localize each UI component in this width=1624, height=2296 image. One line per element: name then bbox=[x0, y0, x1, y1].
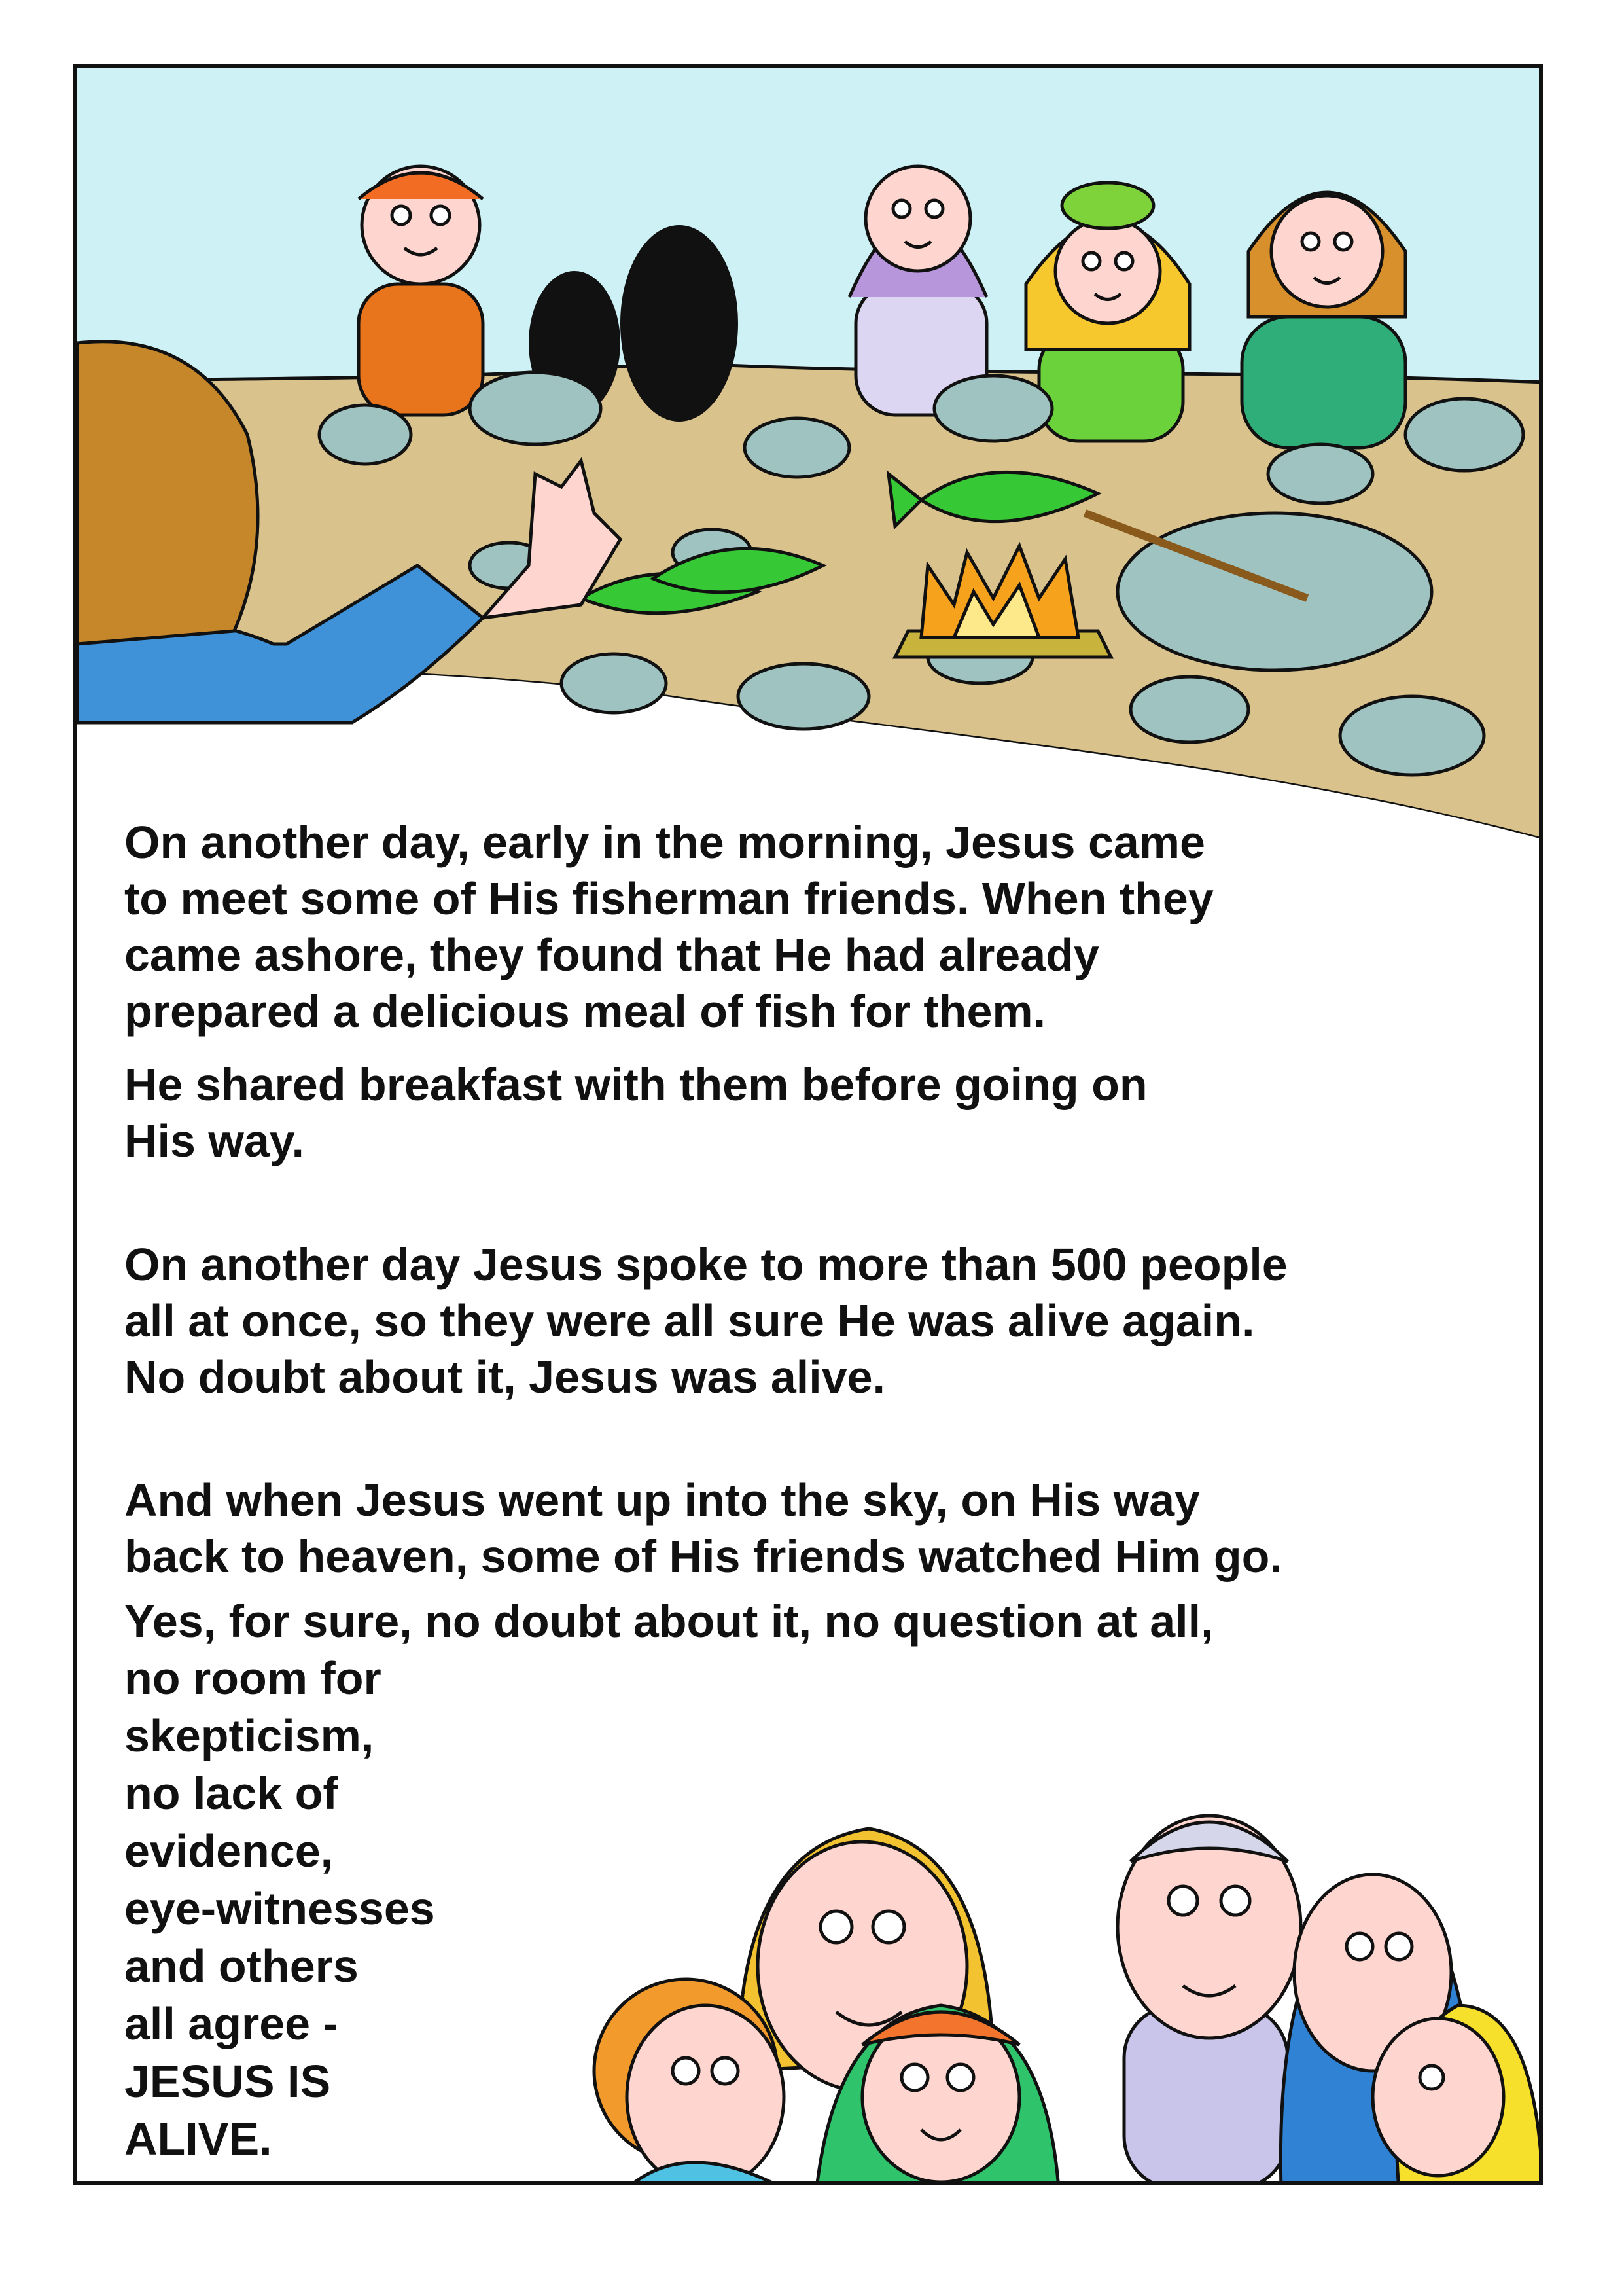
breakfast-scene-illustration bbox=[77, 68, 1543, 840]
witness-bearded-man bbox=[1118, 1816, 1301, 2185]
story-paragraph-4: And when Jesus went up into the sky, on His way back to heaven, some of His friends watched Him go. bbox=[124, 1475, 1282, 1582]
witness-orange-curls bbox=[594, 1979, 784, 2185]
story-paragraph-2: He shared breakfast with them before going on His way. bbox=[124, 1059, 1148, 1166]
story-paragraph-1: On another day, early in the morning, Jesus came to meet some of His fisherman friends. When they came ashore, they found that He had already prepared a delicious meal of fish for them. bbox=[124, 817, 1214, 1037]
crowd-illustration bbox=[588, 1731, 1543, 2185]
closing-column: no room for skepticism, no lack of evidence, eye-witnesses and others all agree - JESUS IS ALIVE. bbox=[124, 1653, 435, 2164]
page-frame bbox=[73, 64, 1543, 2185]
disciple-orange bbox=[359, 166, 483, 415]
closing-line: Yes, for sure, no doubt about it, no question at all, bbox=[124, 1596, 1214, 1647]
disciple-teal bbox=[1242, 192, 1405, 448]
story-paragraph-3: On another day Jesus spoke to more than 500 people all at once, so they were all sure He was alive again. No doubt about it, Jesus was alive. bbox=[124, 1239, 1288, 1403]
